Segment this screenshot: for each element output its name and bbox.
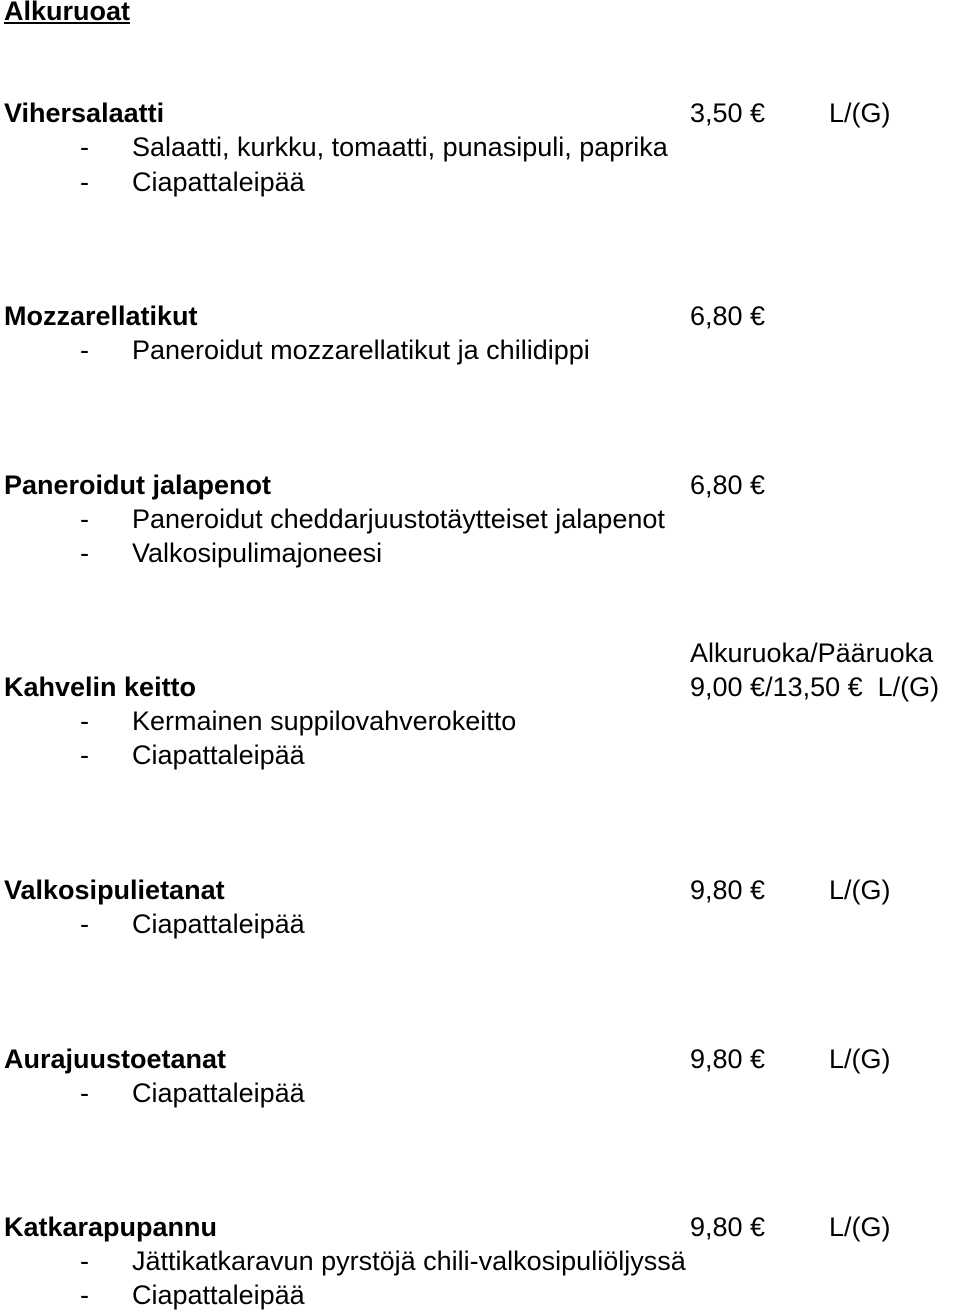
dish-price: 9,80 € <box>690 875 766 905</box>
dish-price: 6,80 € <box>690 470 766 500</box>
dash: - <box>80 538 89 568</box>
dish-detail-text: Jättikatkaravun pyrstöjä chili-valkosipuliöljyssä <box>132 1246 686 1276</box>
diet-label: L/(G) <box>829 98 891 128</box>
dish-detail <box>80 1248 686 1275</box>
dish-detail <box>80 337 590 364</box>
diet-label: L/(G) <box>829 875 891 905</box>
dish-detail <box>80 134 668 161</box>
dish-detail <box>80 506 665 533</box>
dash: - <box>80 909 89 939</box>
dish-name: Mozzarellatikut <box>4 301 198 331</box>
dish-name: Aurajuustoetanat <box>4 1044 227 1074</box>
dish-detail <box>80 540 382 567</box>
dish-detail <box>80 1080 305 1107</box>
dish-name: Paneroidut jalapenot <box>4 470 272 500</box>
dash: - <box>80 706 89 736</box>
dish-detail-text: Paneroidut cheddarjuustotäytteiset jalapenot <box>132 504 665 534</box>
dash: - <box>80 504 89 534</box>
dish-detail-text: Ciapattaleipää <box>132 909 305 939</box>
dish-detail-text: Valkosipulimajoneesi <box>132 538 383 568</box>
dash: - <box>80 132 89 162</box>
dish-name: Kahvelin keitto <box>4 672 197 702</box>
diet-label: L/(G) <box>829 1044 891 1074</box>
dish-detail-text: Paneroidut mozzarellatikut ja chilidippi <box>132 335 590 365</box>
dish-detail-text: Ciapattaleipää <box>132 167 305 197</box>
dish-detail-text: Salaatti, kurkku, tomaatti, punasipuli, paprika <box>132 132 668 162</box>
dish-name: Katkarapupannu <box>4 1212 218 1242</box>
dish-detail <box>80 169 305 196</box>
dash: - <box>80 1078 89 1108</box>
dish-price: 9,80 € <box>690 1212 766 1242</box>
dish-price: 3,50 € <box>690 98 766 128</box>
dish-detail <box>80 708 516 735</box>
dish-price: 9,00 €/13,50 € L/(G) <box>690 672 940 702</box>
dish-detail <box>80 911 305 938</box>
dish-detail-text: Ciapattaleipää <box>132 740 305 770</box>
dish-detail-text: Kermainen suppilovahverokeitto <box>132 706 517 736</box>
dash: - <box>80 167 89 197</box>
diet-label: L/(G) <box>829 1212 891 1242</box>
dish-name: Valkosipulietanat <box>4 875 225 905</box>
dish-price: 9,80 € <box>690 1044 766 1074</box>
dash: - <box>80 335 89 365</box>
dish-detail <box>80 742 305 769</box>
dish-detail-text: Ciapattaleipää <box>132 1280 305 1310</box>
size-note: Alkuruoka/Pääruoka <box>690 638 934 668</box>
dash: - <box>80 1280 89 1310</box>
dish-name: Vihersalaatti <box>4 98 165 128</box>
section-title: Alkuruoat <box>4 0 131 26</box>
dash: - <box>80 1246 89 1276</box>
dish-price: 6,80 € <box>690 301 766 331</box>
dash: - <box>80 740 89 770</box>
dish-detail-text: Ciapattaleipää <box>132 1078 305 1108</box>
dish-detail <box>80 1282 305 1309</box>
